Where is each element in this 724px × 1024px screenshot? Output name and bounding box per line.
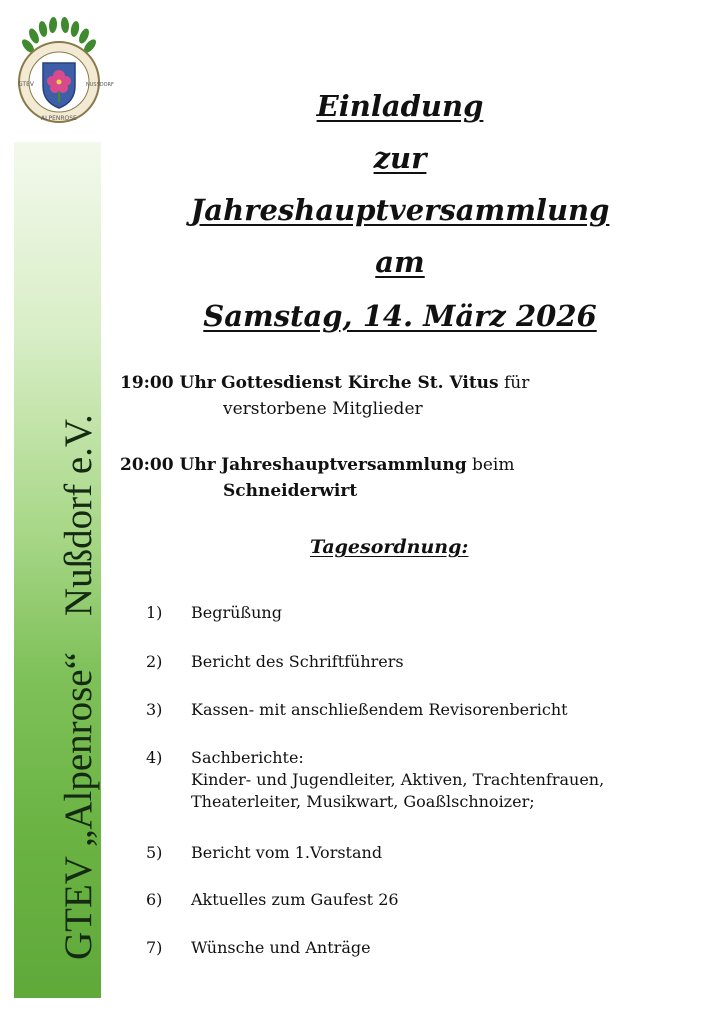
title-line-3: Jahreshauptversammlung [190,193,610,227]
agenda-text: Bericht vom 1.Vorstand [191,843,383,862]
title-line-2: zur [373,141,427,175]
schedule-event: Jahreshauptversammlung [221,455,467,475]
svg-text:ALPENROSE: ALPENROSE [41,115,77,122]
agenda-number: 7) [146,938,163,957]
svg-text:NUSSDORF: NUSSDORF [86,82,114,88]
agenda-text: Bericht des Schriftführers [191,652,404,671]
schedule-rest: für [498,373,530,393]
schedule-item [120,452,514,504]
agenda-number: 6) [146,890,163,909]
agenda-text [191,747,701,813]
agenda-text-line: Sachberichte: [191,748,304,767]
agenda-number: 4) [146,748,163,767]
schedule-continuation: Schneiderwirt [223,481,358,501]
schedule-continuation: verstorbene Mitglieder [223,399,423,419]
agenda-text: Kassen- mit anschließendem Revisorenbericht [191,700,568,719]
sidebar-text-part1: GTEV „Alpenrose“ [57,652,100,960]
agenda-number: 2) [146,652,163,671]
agenda-text: Begrüßung [191,603,282,622]
agenda-number: 5) [146,843,163,862]
schedule-time: 19:00 Uhr [120,373,216,393]
agenda-number: 3) [146,700,163,719]
agenda-text: Wünsche und Anträge [191,938,371,957]
schedule-event: Gottesdienst Kirche St. Vitus [221,373,499,393]
svg-text:GTEV: GTEV [18,81,34,88]
agenda-number: 1) [146,603,163,622]
agenda-text: Aktuelles zum Gaufest 26 [191,890,399,909]
schedule-rest: beim [466,455,515,475]
sidebar-text-part2: Nußdorf e.V. [57,414,100,617]
schedule-item [120,370,529,422]
agenda-title: Tagesordnung: [310,536,469,558]
title-line-1: Einladung [316,89,484,123]
schedule-time: 20:00 Uhr [120,455,216,475]
invitation-title [110,80,690,342]
emblem-icon [14,16,114,128]
agenda-text-line: Theaterleiter, Musikwart, Goaßlschnoizer; [191,792,535,811]
sidebar-club-name [57,414,101,960]
title-line-4: am [375,245,425,279]
agenda-text-line: Kinder- und Jugendleiter, Aktiven, Trachtenfrauen, [191,770,605,789]
title-line-5: Samstag, 14. März 2026 [203,299,597,333]
